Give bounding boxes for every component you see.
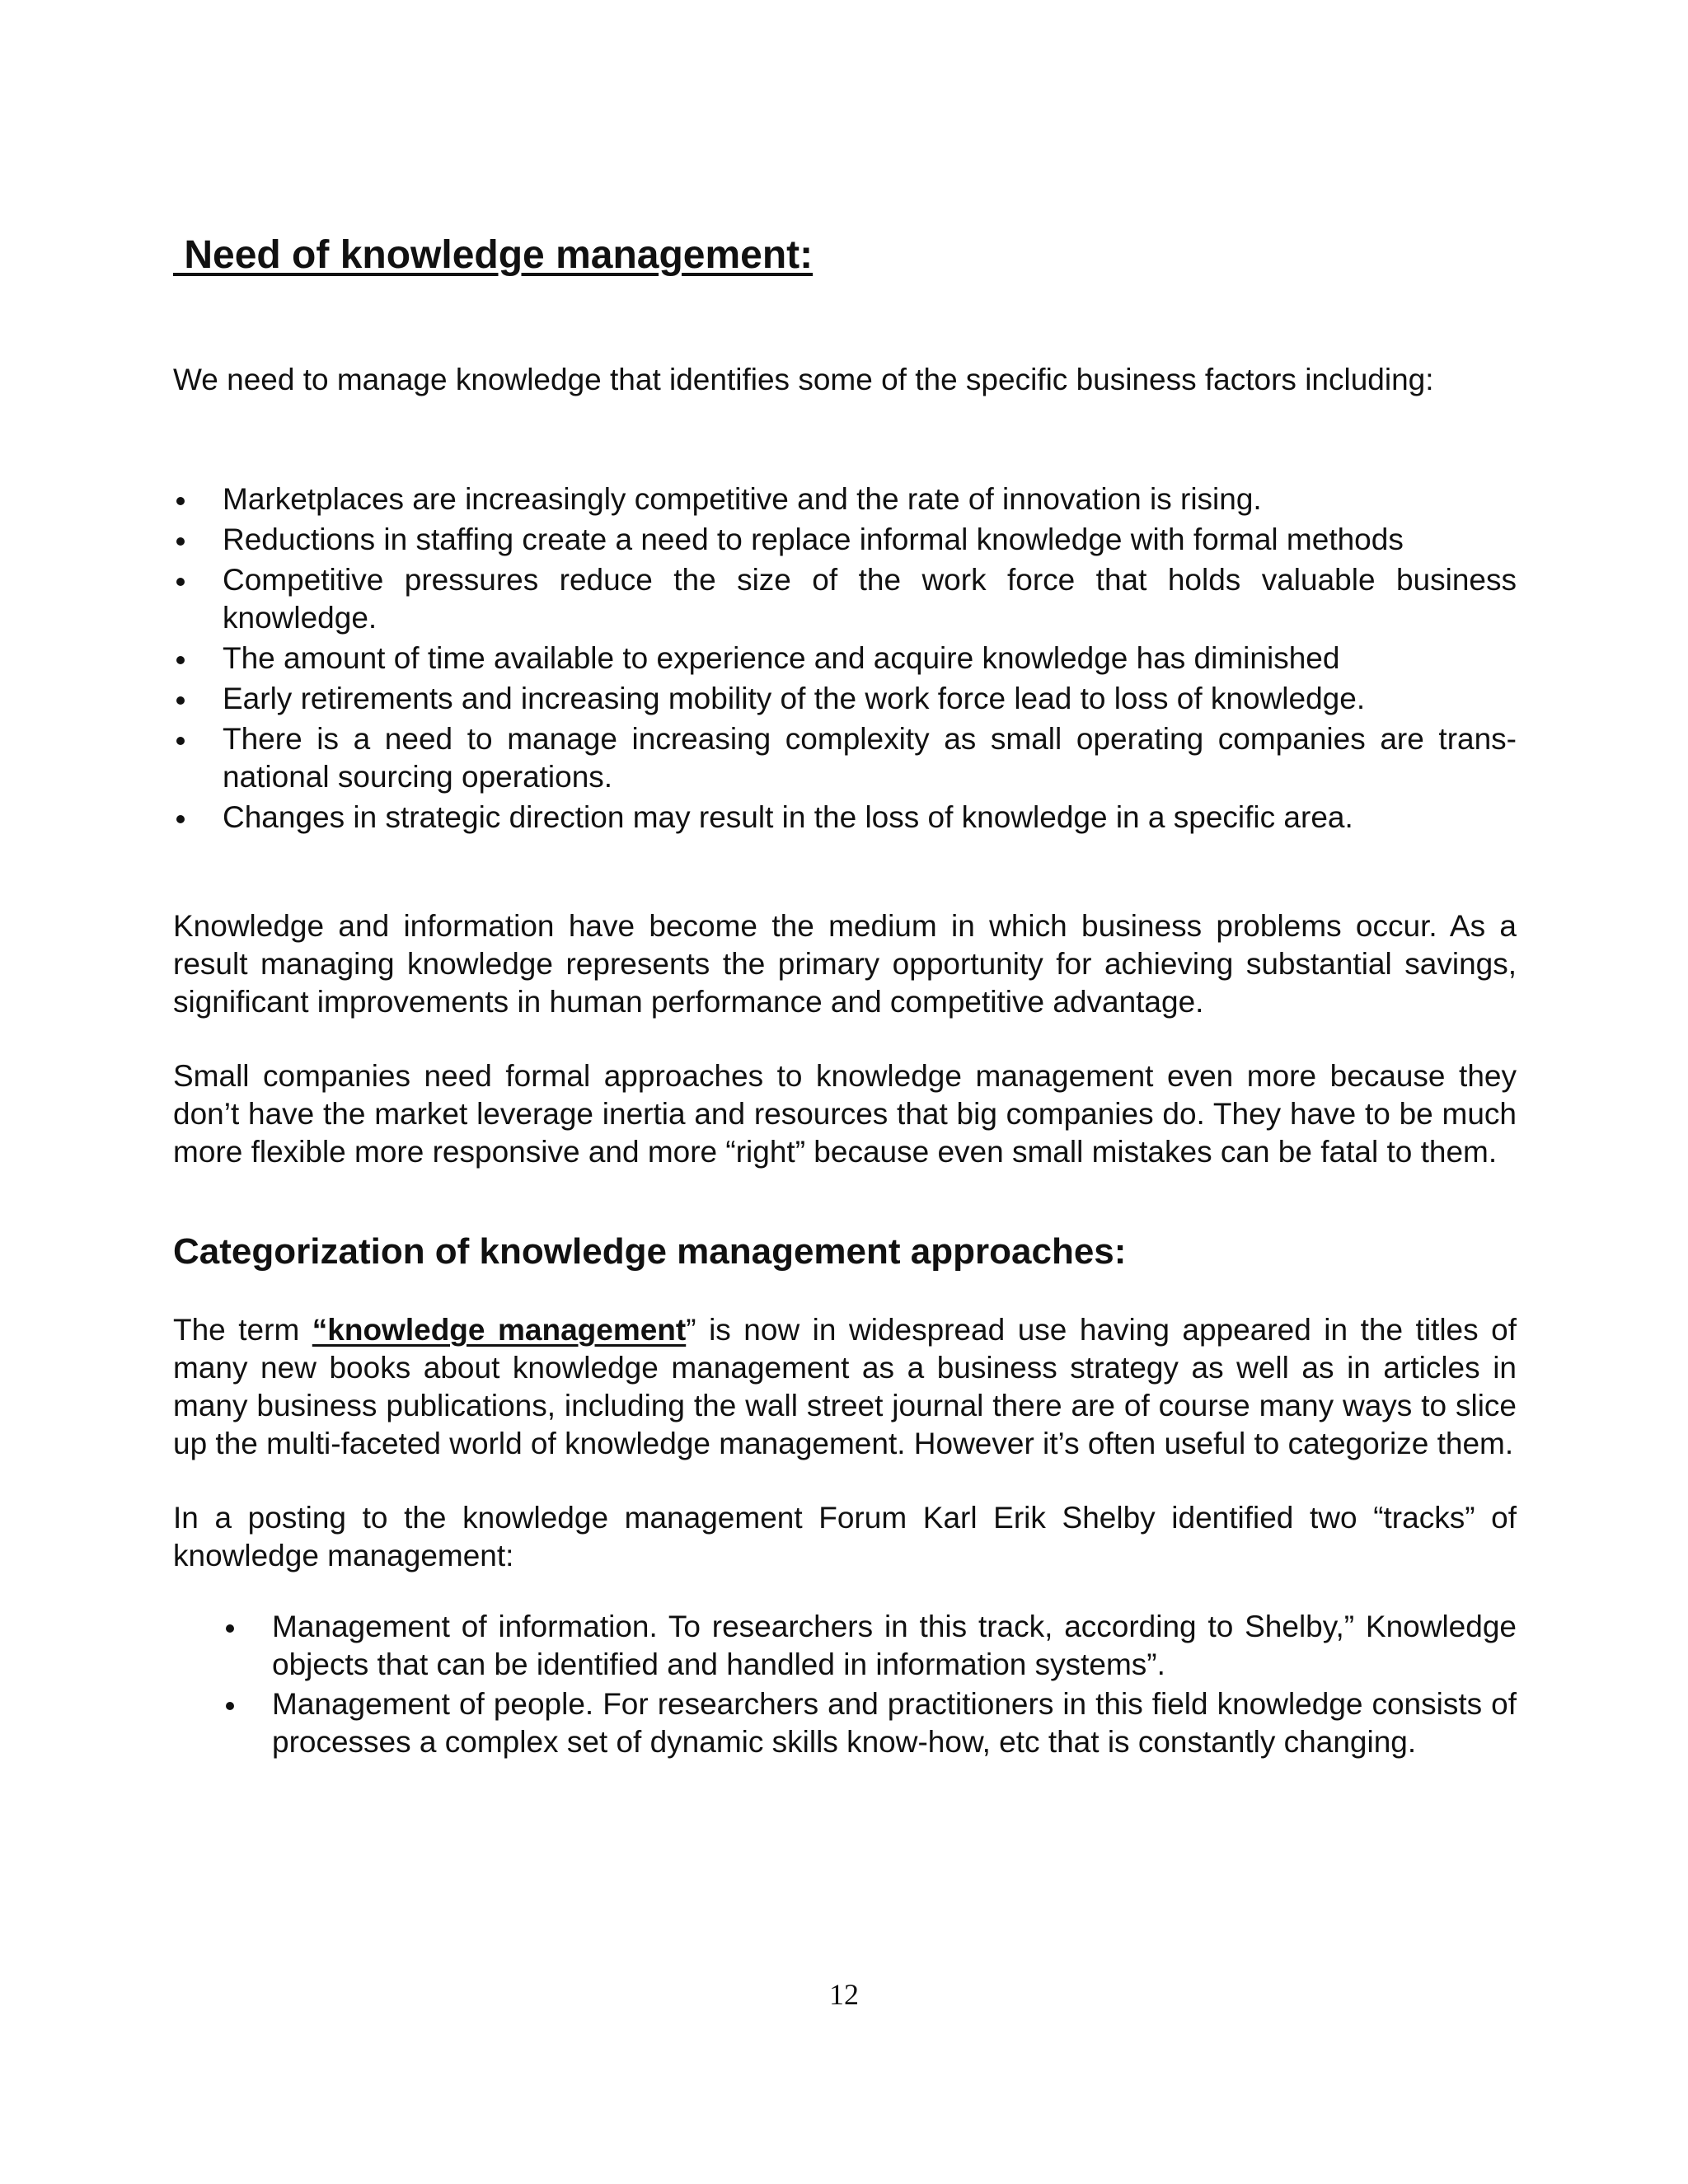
intro-paragraph: We need to manage knowledge that identifies some of the specific business factors including: (173, 363, 1434, 396)
list-item: Management of people. For researchers and practitioners in this field knowledge consists of processes a complex set of dynamic skills know-how, etc that is constantly changing. (173, 1685, 1517, 1761)
bullet-icon (176, 737, 185, 745)
list-item: Competitive pressures reduce the size of the work force that holds valuable business knowledge. (173, 561, 1517, 637)
list-item: Changes in strategic direction may result in the loss of knowledge in a specific area. (173, 799, 1517, 837)
list-item: There is a need to manage increasing complexity as small operating companies are trans-national sourcing operations. (173, 720, 1517, 796)
list-item: The amount of time available to experience and acquire knowledge has diminished (173, 640, 1517, 677)
bullet-icon (176, 815, 185, 823)
business-factors-list (173, 480, 1517, 837)
medium-paragraph: Knowledge and information have become the medium in which business problems occur. As a result managing knowledge represents the primary opportunity for achieving substantial savings, significant improvements in human performance and competitive advantage. (173, 909, 1517, 1019)
bullet-icon (176, 578, 185, 586)
bullet-icon (176, 656, 185, 664)
bullet-icon (226, 1624, 234, 1633)
bullet-icon (176, 696, 185, 705)
bullet-icon (176, 497, 185, 505)
forum-paragraph: In a posting to the knowledge management Forum Karl Erik Shelby identified two “tracks” of knowledge management: (173, 1501, 1517, 1572)
section-heading-need: Need of knowledge management: (173, 233, 814, 277)
section-heading-categorization: Categorization of knowledge management approaches: (173, 1231, 1127, 1272)
list-item: Marketplaces are increasingly competitive and the rate of innovation is rising. (173, 480, 1517, 518)
bullet-icon (176, 537, 185, 546)
page-content (173, 231, 1517, 1763)
term-paragraph: The term “knowledge management” is now in widespread use having appeared in the titles of many new books about knowledge management as a business strategy as well as in articles in many business publications, including the wall street journal there are of course many ways to slice up the multi-faceted world of knowledge management. However it’s often useful to categorize them. (173, 1313, 1517, 1460)
list-item: Reductions in staffing create a need to replace informal knowledge with formal methods (173, 521, 1517, 559)
tracks-list (173, 1608, 1517, 1761)
list-item: Management of information. To researchers in this track, according to Shelby,” Knowledge objects that can be identified and handled in information systems”. (173, 1608, 1517, 1684)
list-item: Early retirements and increasing mobility of the work force lead to loss of knowledge. (173, 680, 1517, 718)
knowledge-management-term: “knowledge management (312, 1313, 687, 1347)
page-number: 12 (829, 1978, 859, 2011)
bullet-icon (226, 1702, 234, 1710)
small-companies-paragraph: Small companies need formal approaches to knowledge management even more because they don’t have the market leverage inertia and resources that big companies do. They have to be much more flexible more responsive and more “right” because even small mistakes can be fatal to them. (173, 1059, 1517, 1169)
